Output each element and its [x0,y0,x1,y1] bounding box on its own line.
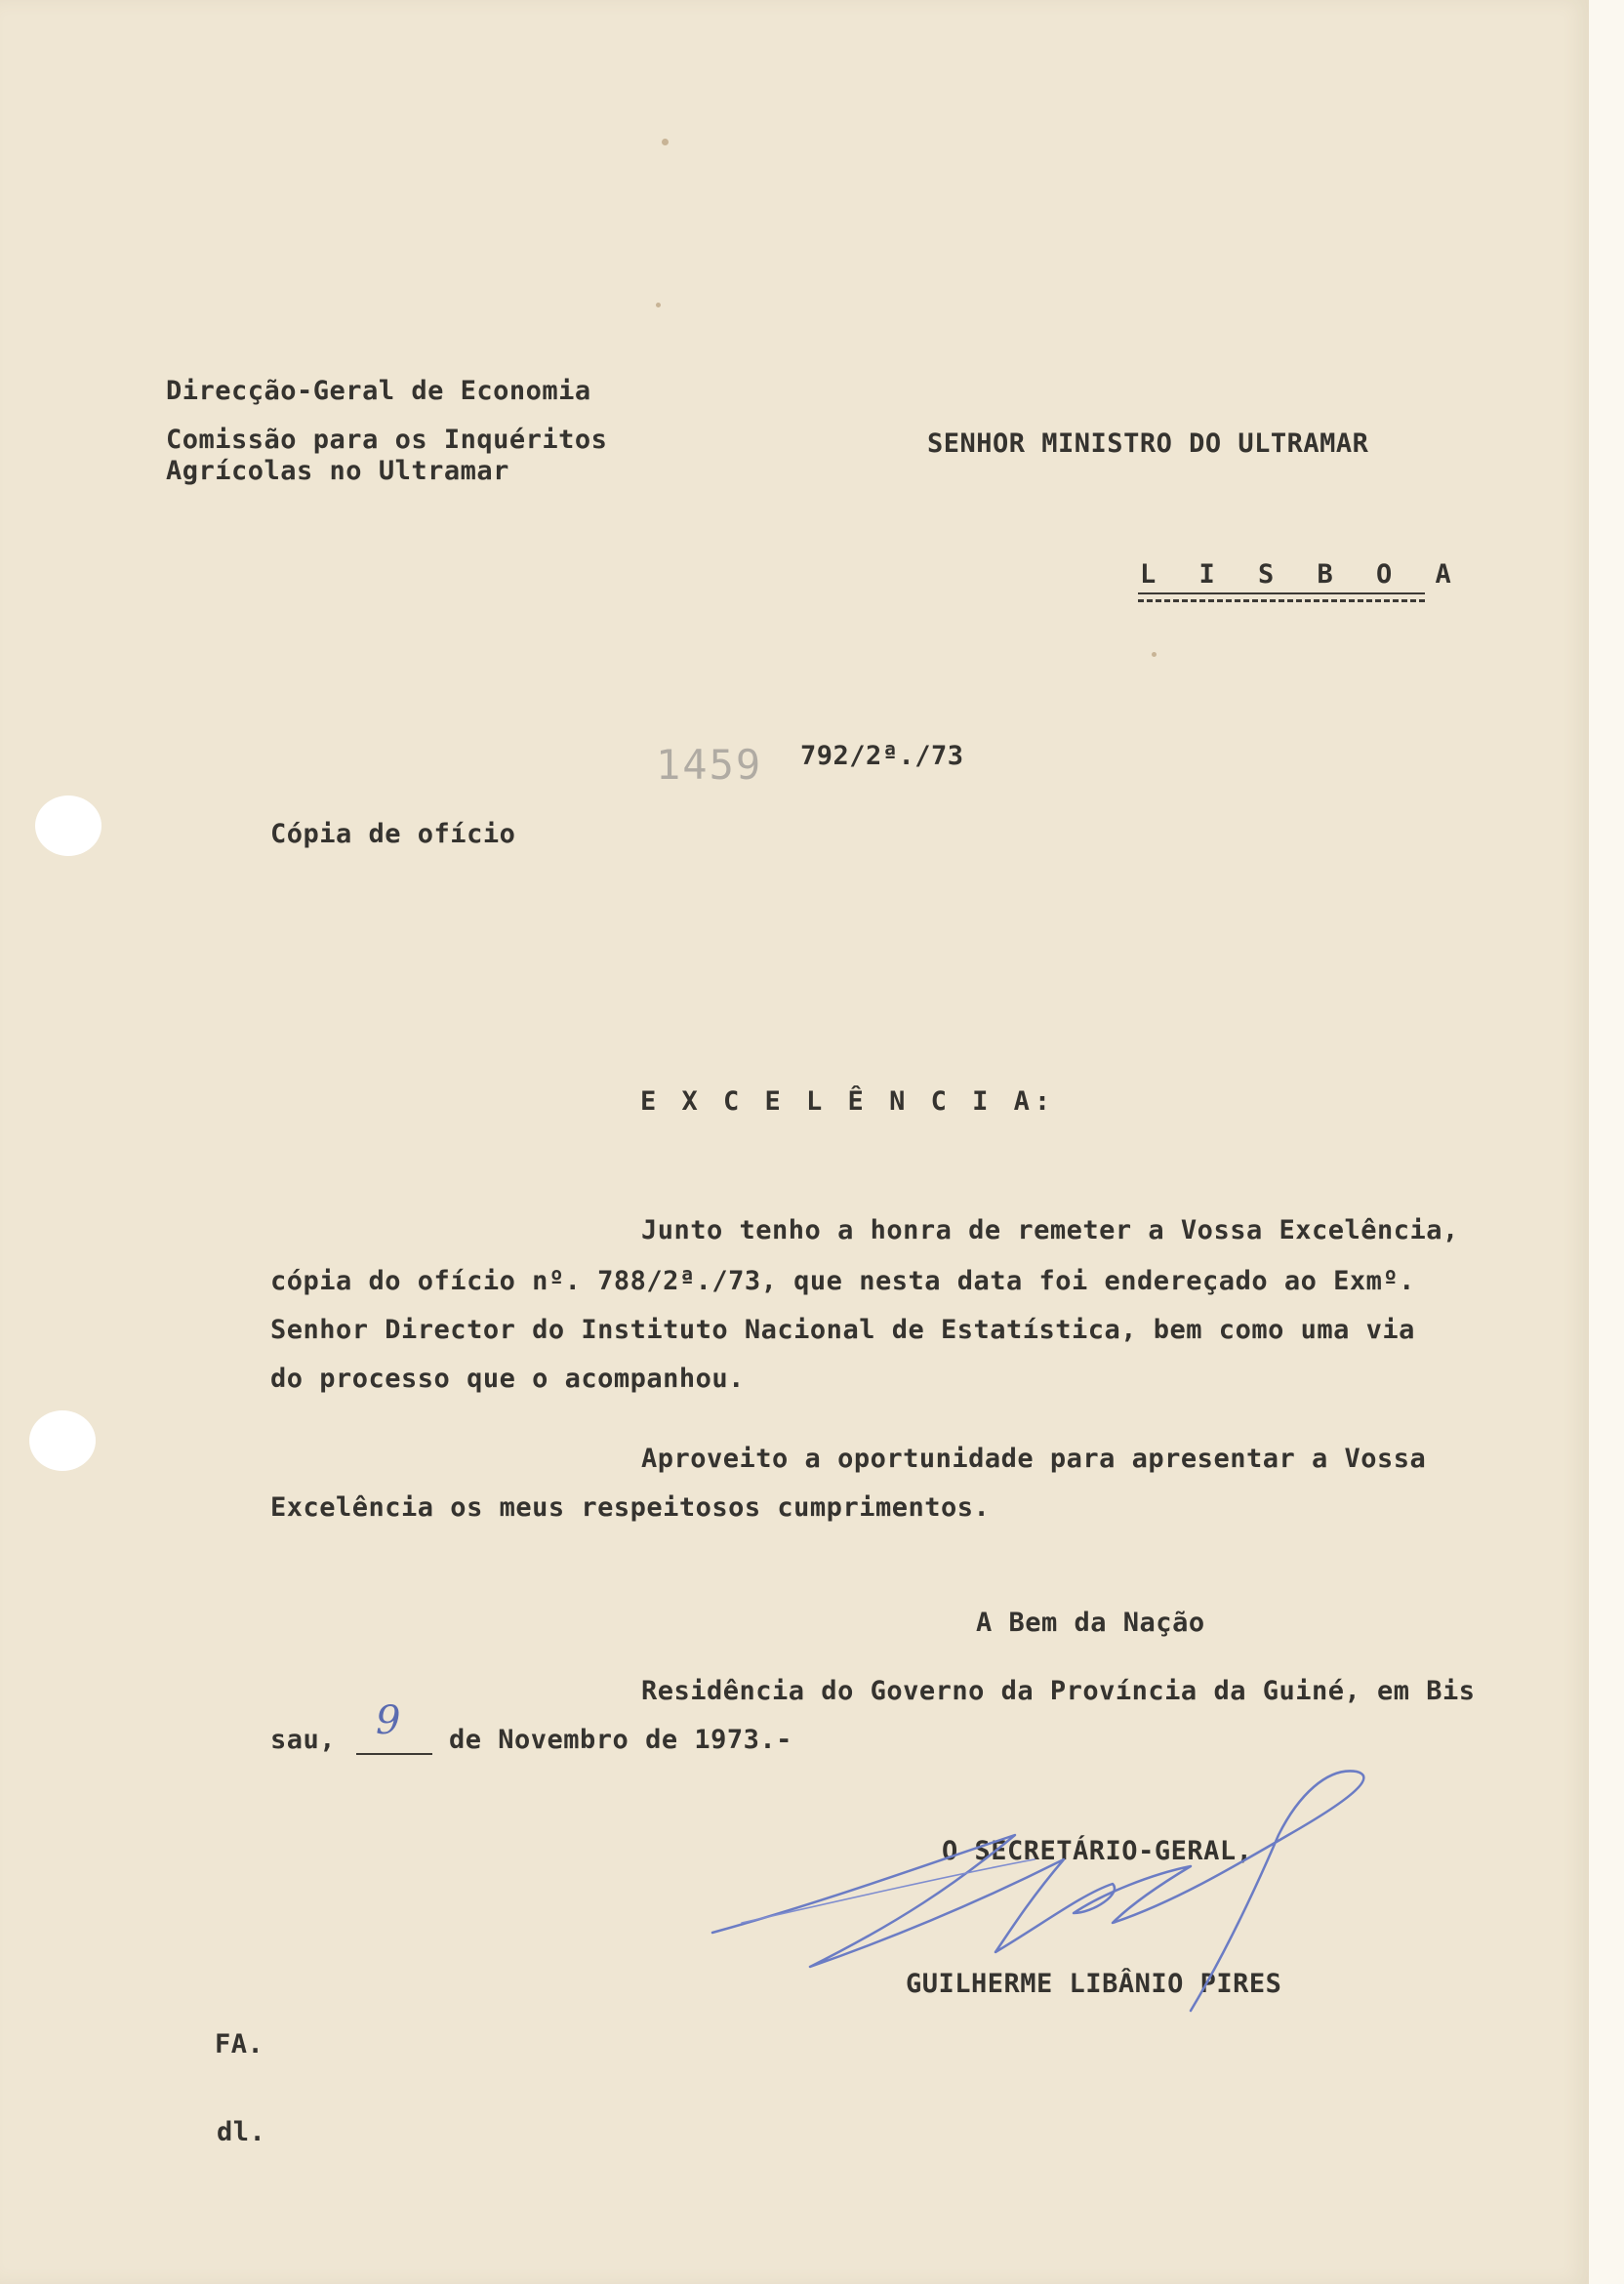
recipient-addressee: SENHOR MINISTRO DO ULTRAMAR [927,428,1369,459]
body-para2-line2: Excelência os meus respeitosos cumprimentos. [270,1492,991,1523]
recipient-city: L I S B O A [1140,559,1465,590]
handwritten-day: 9 [376,1698,401,1743]
page-edge [1589,0,1624,2284]
reference-number: 792/2ª./73 [800,741,964,771]
closing-place-prefix: sau, [270,1725,337,1755]
registry-stamp-number: 1459 [656,741,763,789]
paper-speck [656,303,661,307]
signatory-name: GUILHERME LIBÂNIO PIRES [906,1969,1282,1999]
sender-line-3: Agrícolas no Ultramar [166,456,509,486]
body-para1-line1: Junto tenho a honra de remeter a Vossa Excelência, [641,1215,1459,1245]
signatory-title: O SECRETÁRIO-GERAL, [942,1836,1253,1866]
closing-place-suffix: de Novembro de 1973.- [449,1725,792,1755]
closing-place-line1: Residência do Governo da Província da Guiné, em Bis [641,1676,1476,1706]
body-para2-line1: Aproveito a oportunidade para apresentar a Vossa [641,1444,1427,1474]
city-dashed-underline [1138,599,1425,602]
paper-speck [662,139,669,145]
handwritten-signature [703,1767,1376,2030]
paper-speck [1152,652,1157,657]
sender-line-1: Direcção-Geral de Economia [166,376,591,406]
body-para1-line3: Senhor Director do Instituto Nacional de Estatística, bem como uma via [270,1315,1415,1345]
punch-hole-bottom [29,1410,96,1471]
day-blank-line [356,1753,432,1755]
subject-line: Cópia de ofício [270,819,516,849]
city-underline [1138,592,1425,594]
body-para1-line2: cópia do ofício nº. 788/2ª./73, que nesta data foi endereçado ao Exmº. [270,1266,1415,1296]
body-para1-line4: do processo que o acompanhou. [270,1364,745,1394]
footer-initials-2: dl. [217,2117,266,2147]
footer-initials-1: FA. [215,2029,264,2060]
sender-line-2: Comissão para os Inquéritos [166,425,608,455]
salutation: E X C E L Ê N C I A: [640,1086,1056,1117]
punch-hole-top [35,795,102,856]
closing-motto: A Bem da Nação [976,1608,1205,1638]
